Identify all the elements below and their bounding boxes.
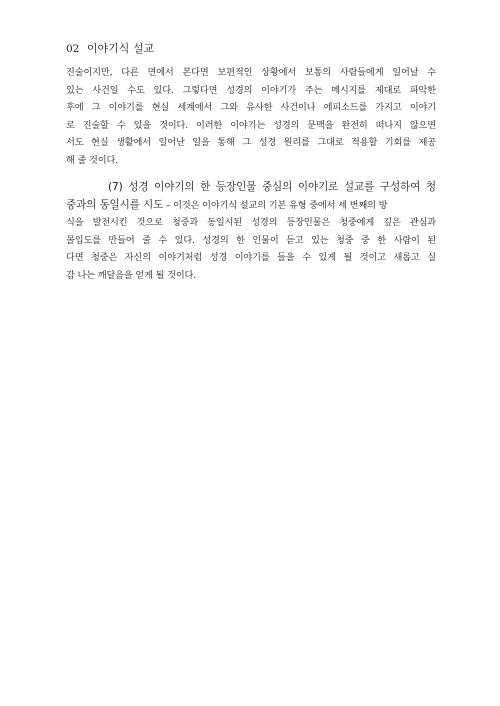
paragraph-line: 식을 발전시킨 것으로 청중과 동일시된 성경의 등장인물은 청중에게 깊은 관심과 — [66, 217, 436, 229]
section-heading-line: (7) 성경 이야기의 한 등장인물 중심의 이야기로 설교를 구성하여 청 — [108, 181, 436, 193]
paragraph-line: 진술이지만, 다른 면에서 본다면 보편적인 상황에서 보통의 사람들에게 일어날 수 — [66, 67, 436, 78]
running-header — [66, 40, 154, 56]
paragraph-line: 후에 그 이야기를 현실 세계에서 그와 유사한 사건이나 에피소드를 가지고 이야기 — [66, 102, 436, 114]
paragraph-line: 감 나는 깨달음을 얻게 될 것이다. — [66, 269, 197, 281]
chapter-number: 02 — [66, 43, 80, 55]
paragraph-line — [66, 197, 436, 215]
paragraph-line: 다면 청중은 자신의 이야기처럼 성경 이야기를 들을 수 있게 될 것이고 새롭고 실 — [66, 252, 436, 264]
paragraph-line: 로 진술할 수 있을 것이다. 이러한 이야기는 성경의 문맥을 완전히 떠나지 않으면 — [66, 119, 436, 131]
paragraph-1 — [66, 64, 436, 170]
section-heading-end: 중과의 동일시를 시도 — [66, 198, 164, 211]
paragraph-line: 서도 현실 생활에서 일어난 일을 통해 그 성경 원리를 그대로 적용할 기회를 제공 — [66, 137, 436, 149]
paragraph-line: 있는 사건일 수도 있다. 그렇다면 성경의 이야기가 주는 메시지를 제대로 파악한 — [66, 84, 436, 96]
paragraph-line: 몰입도를 만들어 줄 수 있다. 성경의 한 인물이 듣고 있는 청중 중 한 사람이 된 — [66, 234, 436, 246]
paragraph-line: 해 줄 것이다. — [66, 154, 118, 166]
paragraph-2 — [66, 179, 436, 285]
paragraph-text: – 이것은 이야기식 설교의 기본 유형 중에서 세 번째의 방 — [163, 199, 388, 211]
chapter-title: 이야기식 설교 — [86, 42, 155, 55]
